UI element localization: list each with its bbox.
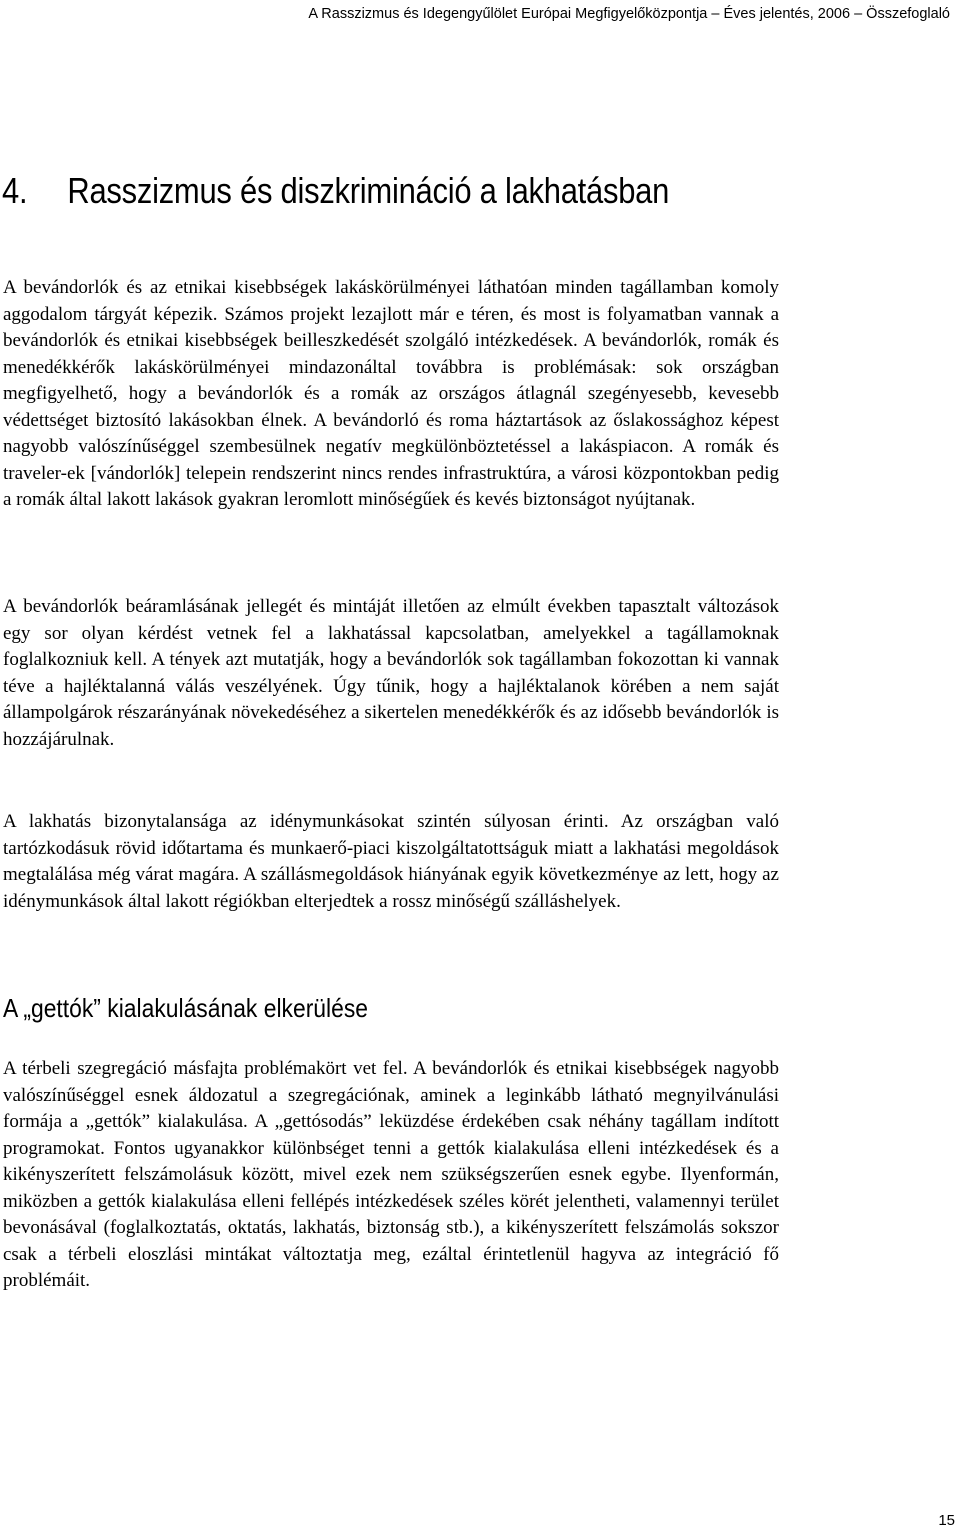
page-number: 15 <box>938 1512 955 1529</box>
body-paragraph: A bevándorlók és az etnikai kisebbségek lakáskörülményei láthatóan minden tagállamban komoly aggodalom tárgyát képezik. Számos projekt lezajlott már e téren, és most is folyamatban vannak a bevándorlók és etnikai kisebbségek beilleszkedését szolgáló intézkedések. A bevándorlók, romák és menedékkérők lakáskörülményei mindazonáltal továbbra is problémásak: sok országban megfigyelhető, hogy a bevándorlók és a romák az országos átlagnál szegényesebb, kevesebb védettséget biztosító lakásokban élnek. A bevándorló és roma háztartások az őslakossághoz képest nagyobb valószínűséggel szembesülnek negatív megkülönböztetéssel a lakáspiacon. A romák és traveler-ek [vándorlók] telepein rendszerint nincs rendes infrastruktúra, a városi központokban pedig a romák által lakott lakások gyakran leromlott minőségűek és kevés biztonságot nyújtanak. <box>3 277 779 510</box>
chapter-title <box>2 170 669 212</box>
section-title: A „gettók” kialakulásának elkerülése <box>3 993 369 1023</box>
section-paragraph: A térbeli szegregáció másfajta problémakört vet fel. A bevándorlók és etnikai kisebbségek nagyobb valószínűséggel esnek áldozatul a szegregációnak, aminek a leginkább látható megnyilvánulási formája a „gettók” kialakulása. A „gettósodás” leküzdése érdekében csak néhány tagállam indított programokat. Fontos ugyanakkor különbséget tenni a gettók kialakulása elleni intézkedések és a kikényszerített felszámolásuk között, mivel ezek nem szükségszerűen esnek egybe. Ilyenformán, miközben a gettók kialakulása elleni fellépés intézkedések széles körét jelentheti, valamennyi terület bevonásával (foglalkoztatás, oktatás, lakhatás, biztonság stb.), a kikényszerített felszámolás sokszor csak a térbeli eloszlási mintákat változtatja meg, ezáltal érintetlenül hagyva az integráció fő problémáit. <box>3 1058 779 1291</box>
body-paragraph: A lakhatás bizonytalansága az idénymunkásokat szintén súlyosan érinti. Az országban való tartózkodásuk rövid időtartama és munkaerő-piaci kiszolgáltatottságuk miatt a lakhatási megoldások megtalálása még várat magára. A szállásmegoldások hiányának egyik következménye az lett, hogy az idénymunkások által lakott régiókban elterjedtek a rossz minőségű szálláshelyek. <box>3 811 779 912</box>
chapter-number: 4. <box>2 170 28 211</box>
body-paragraph: A bevándorlók beáramlásának jellegét és mintáját illetően az elmúlt években tapasztalt változások egy sor olyan kérdést vetnek fel a lakhatással kapcsolatban, amelyekkel a tagállamoknak foglalkozniuk kell. A tények azt mutatják, hogy a bevándorlók sok tagállamban fokozottan ki vannak téve a hajléktalanná válás veszélyének. Úgy tűnik, hogy a hajléktalanok körében a nem saját állampolgárok részarányának növekedéséhez a sikertelen menedékkérők és az idősebb bevándorlók is hozzájárulnak. <box>3 596 779 750</box>
running-header: A Rasszizmus és Idegengyűlölet Európai Megfigyelőközpontja – Éves jelentés, 2006 – Összefoglaló <box>308 6 950 22</box>
chapter-title-text: Rasszizmus és diszkrimináció a lakhatásban <box>67 170 670 211</box>
